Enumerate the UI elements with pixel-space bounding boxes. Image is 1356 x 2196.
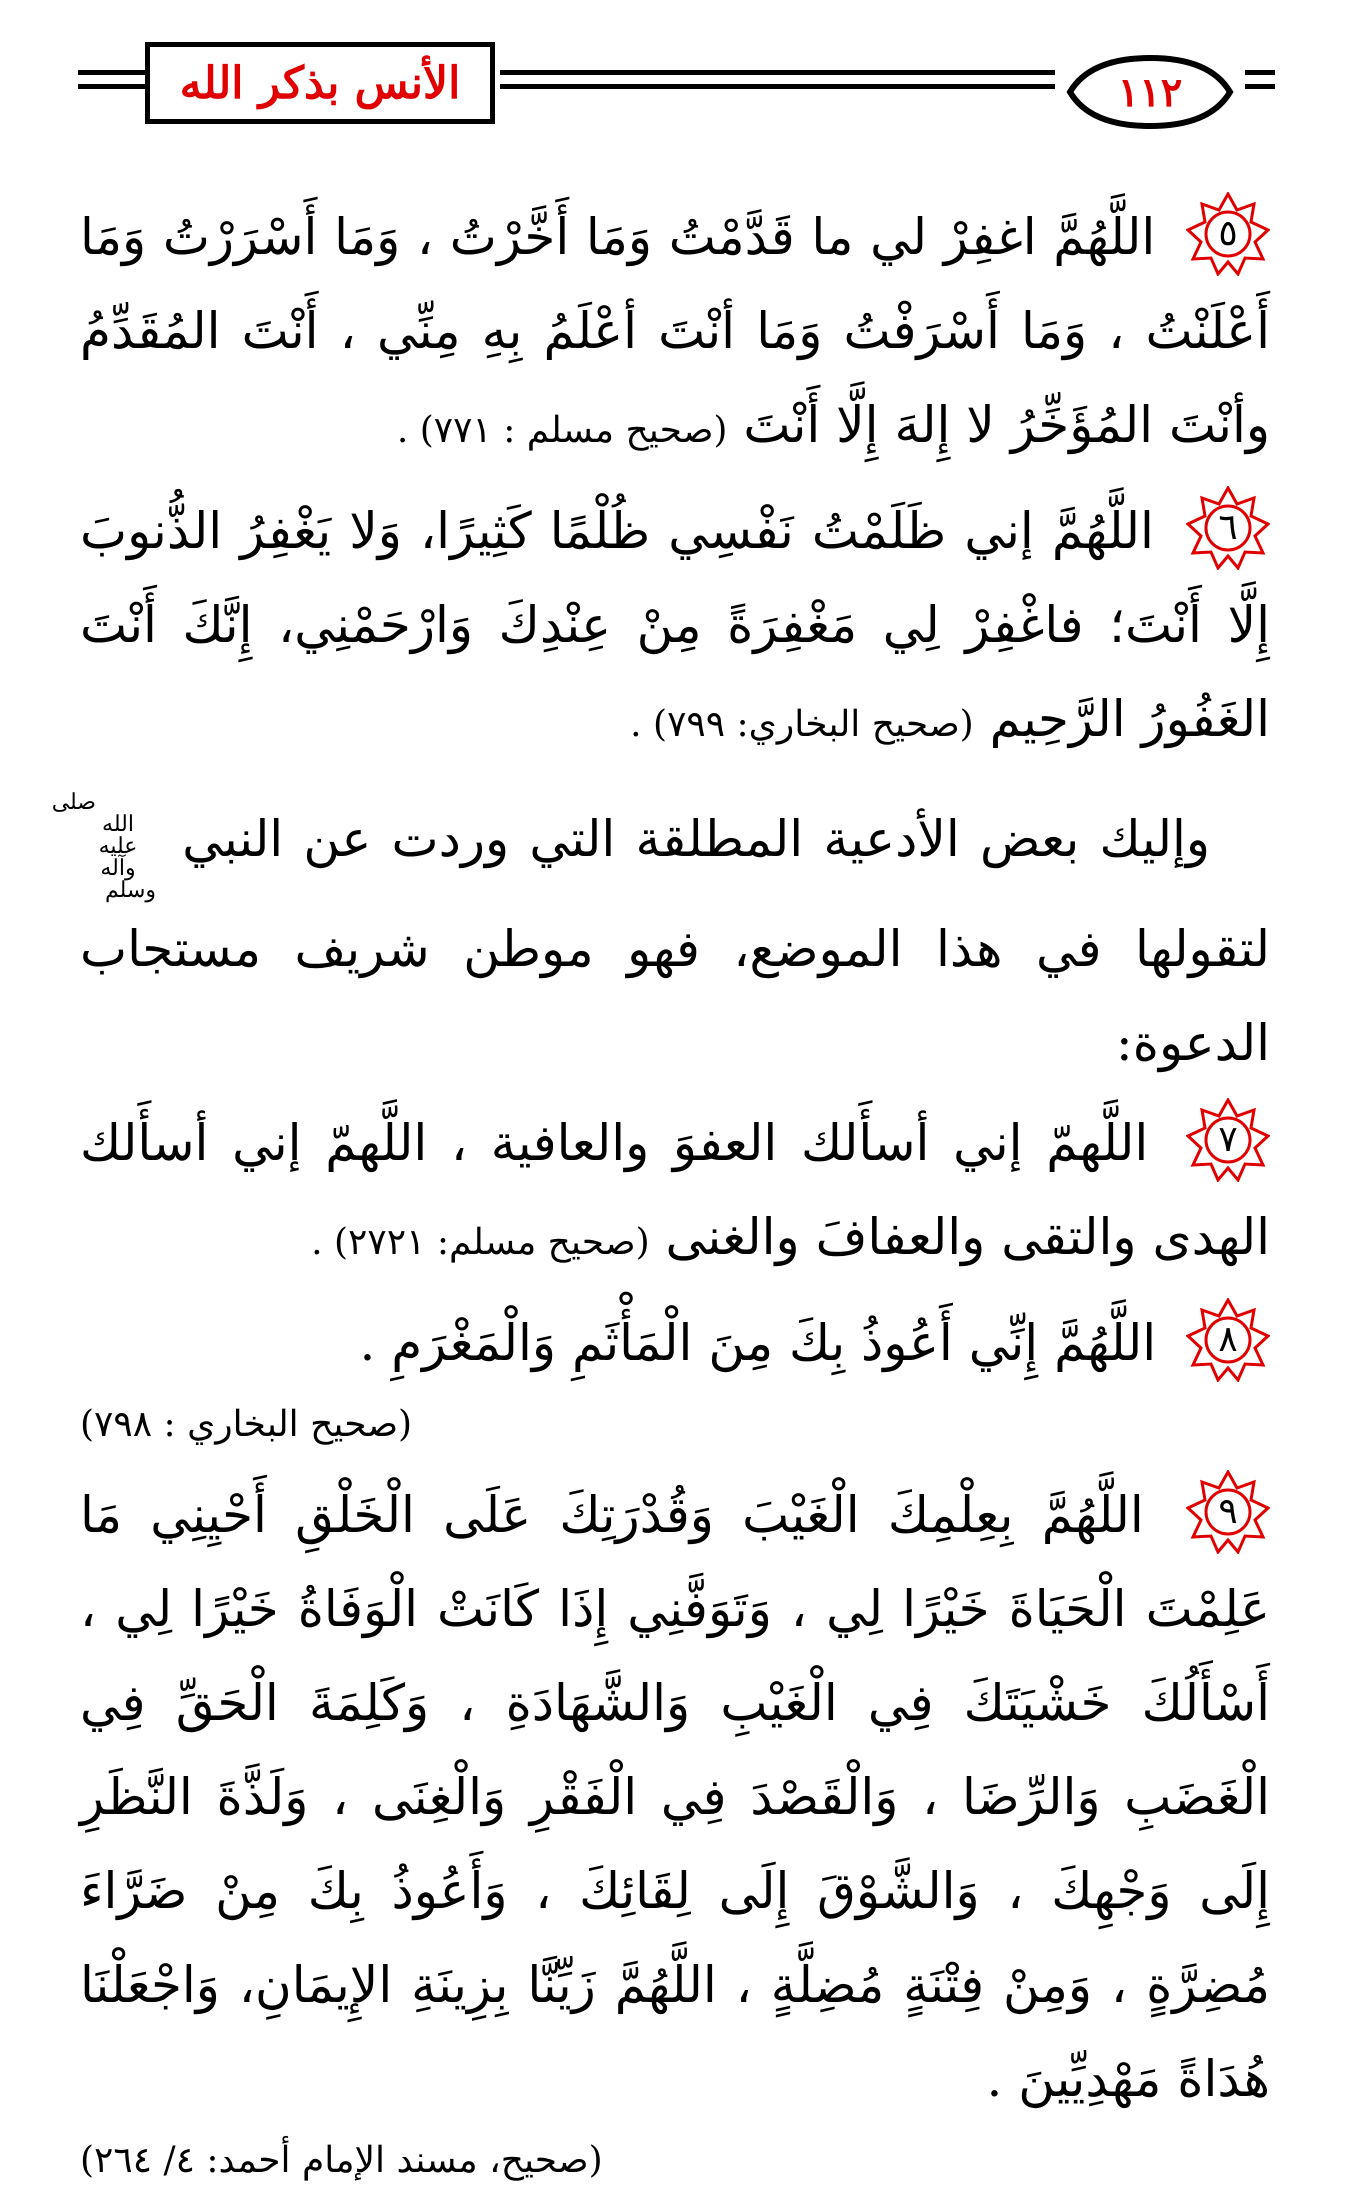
- intro-paragraph: [51, 790, 1270, 1090]
- citation: (صحيح، مسند الإمام أحمد: ٤/ ٢٦٤): [80, 2140, 603, 2181]
- dua-text: اللَّهُمَّ إني ظَلَمْتُ نَفْسِي ظُلْمًا كَثِيرًا، وَلا يَغْفِرُ الذُّنوبَ إِلَّا أَنْتَ؛ فاغْفِرْ لِي مَغْفِرَةً مِنْ عِنْدِكَ وَارْحَمْنِي، إِنَّكَ أَنْتَ الغَفُورُ الرَّحِيم: [80, 502, 1270, 748]
- header-rule-mid-top: [500, 70, 1055, 75]
- header-rule-left-top: [78, 70, 148, 75]
- number-badge-text: ٨: [1218, 1319, 1238, 1360]
- page-header: [0, 0, 1356, 140]
- number-badge-text: ٥: [1218, 213, 1238, 254]
- pbuh-honorific: صلى الله عليه وآله وسلم: [51, 790, 156, 903]
- number-badge-text: ٦: [1218, 507, 1238, 548]
- number-badge: [1186, 1470, 1270, 1554]
- dua-text: اللَّهُمَّ اغفِرْ لي ما قَدَّمْتُ وَمَا أَخَّرْتُ ، وَمَا أَسْرَرْتُ وَمَا أَعْلَنْتُ ، وَمَا أَسْرَفْتُ وَمَا أنْتَ أعْلَمُ بِهِ مِنِّي ، أَنْتَ المُقَدِّمُ وأنْتَ المُؤَخِّرُ لا إِلهَ إِلَّا أَنْتَ: [80, 208, 1270, 454]
- citation: (صحيح البخاري : ٧٩٨): [80, 1404, 413, 1445]
- dua-text: اللَّهُمَّ بِعِلْمِكَ الْغَيْبَ وَقُدْرَتِكَ عَلَى الْخَلْقِ أَحْيِنِي مَا عَلِمْتَ الْحَيَاةَ خَيْرًا لِي ، وَتَوَفَّنِي إِذَا كَانَتْ الْوَفَاةُ خَيْرًا لِي ، أَسْأَلُكَ خَشْيَتَكَ فِي الْغَيْبِ وَالشَّهَادَةِ ، وَكَلِمَةَ الْحَقِّ فِي الْغَضَبِ وَالرِّضَا ، وَالْقَصْدَ فِي الْفَقْرِ وَالْغِنَى ، وَلَذَّةَ النَّظَرِ إِلَى وَجْهِكَ ، وَالشَّوْقَ إِلَى لِقَائِكَ ، وَأَعُوذُ بِكَ مِنْ ضَرَّاءَ مُضِرَّةٍ ، وَمِنْ فِتْنَةٍ مُضِلَّةٍ ، اللَّهُمَّ زَيِّنَّا بِزِينَةِ الإِيمَانِ، وَاجْعَلْنَا هُدَاةً مَهْدِيِّينَ .: [80, 1486, 1270, 2108]
- number-badge: [1186, 1298, 1270, 1382]
- header-rule-left-bottom: [78, 84, 148, 89]
- citation: (صحيح البخاري: ٧٩٩) .: [630, 704, 974, 745]
- citation: (صحيح مسلم : ٧٧١) .: [396, 410, 728, 451]
- page-content: [51, 190, 1270, 2196]
- intro-text: وإليك بعض الأدعية المطلقة التي وردت عن النبي: [182, 810, 1210, 868]
- dua-item-9: [80, 1468, 1270, 2126]
- header-rule-mid-bottom: [500, 84, 1055, 89]
- number-badge-text: ٧: [1218, 1119, 1238, 1160]
- citation: (صحيح مسلم: ٢٧٢١) .: [311, 1222, 650, 1263]
- number-badge-text: ٩: [1218, 1491, 1238, 1532]
- page-number-text: ١١٢: [1117, 68, 1183, 116]
- dua-item-5: [80, 190, 1270, 478]
- dua-item-8: [80, 1296, 1270, 1390]
- dua-text: اللَّهُمَّ إِنِّي أَعُوذُ بِكَ مِنَ الْمَأْثَمِ وَالْمَغْرَمِ .: [359, 1314, 1157, 1372]
- dua-item-7: [80, 1096, 1270, 1290]
- dua-text: اللَّهمّ إني أسأَلك العفوَ والعافية ، اللَّهمّ إني أسأَلك الهدى والتقى والعفافَ والغنى: [80, 1114, 1270, 1266]
- page-number: [1050, 52, 1250, 132]
- number-badge: [1186, 486, 1270, 570]
- book-title-text: الأنس بذكر الله: [179, 57, 461, 109]
- dua-item-6: [80, 484, 1270, 772]
- number-badge: [1186, 1098, 1270, 1182]
- intro-text-rest: لتقولها في هذا الموضع، فهو موطن شريف مستجاب الدعوة:: [80, 920, 1270, 1072]
- number-badge: [1186, 192, 1270, 276]
- book-title: [145, 42, 495, 124]
